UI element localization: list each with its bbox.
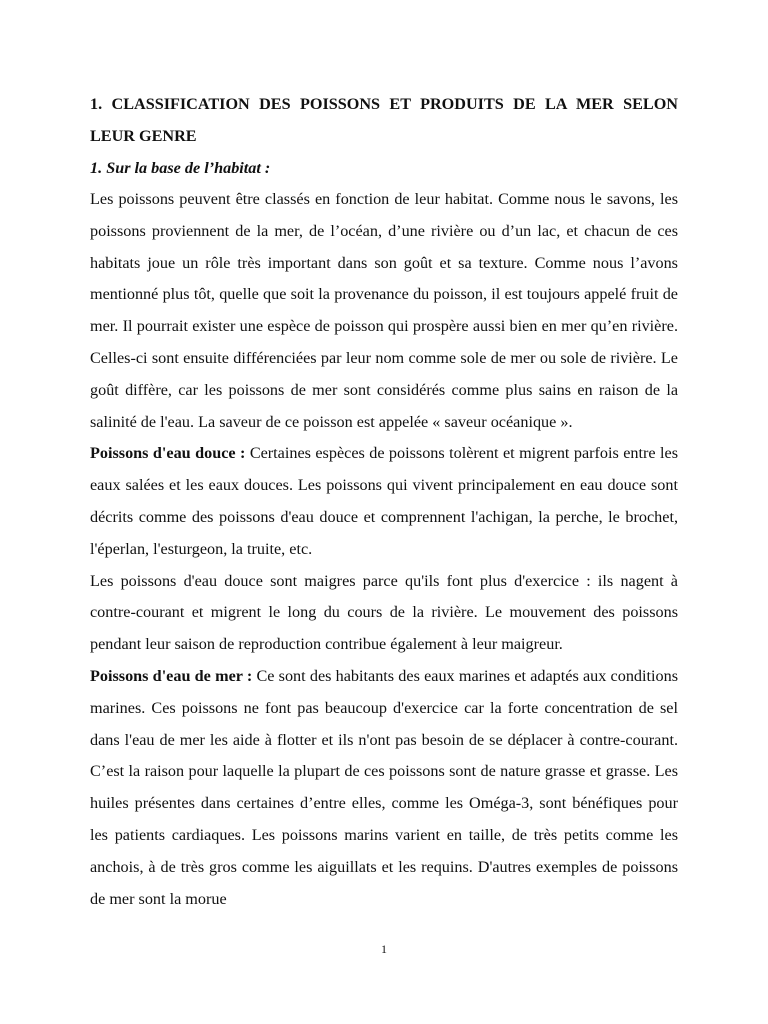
paragraph-freshwater-lean bbox=[90, 566, 678, 661]
paragraph-text: Les poissons d'eau douce sont maigres parce qu'ils font plus d'exercice : ils nagent à contre-courant et migrent le long du cours de la rivière. Le mouvement des poissons pendant leur saison de reproduction contribue également à leur maigreur. bbox=[90, 571, 678, 654]
paragraph-freshwater bbox=[90, 438, 678, 565]
paragraph-saltwater bbox=[90, 661, 678, 915]
page-number: 1 bbox=[381, 942, 387, 956]
paragraph-habitat-intro bbox=[90, 184, 678, 438]
paragraph-text: Certaines espèces de poissons tolèrent et migrent parfois entre les eaux salées et les eaux douces. Les poissons qui vivent principalement en eau douce sont décrits comme des poissons d'eau douce et comprennent l'achigan, la perche, le brochet, l'éperlan, l'esturgeon, la truite, etc. bbox=[90, 444, 678, 558]
paragraph-lead: Poissons d'eau douce : bbox=[90, 444, 246, 463]
paragraph-lead: Poissons d'eau de mer : bbox=[90, 666, 253, 685]
section-heading: 1. Sur la base de l’habitat : bbox=[90, 159, 271, 177]
paragraph-text: Les poissons peuvent être classés en fonction de leur habitat. Comme nous le savons, les poissons proviennent de la mer, de l’océan, d’une rivière ou d’un lac, et chacun de ces habitats joue un rôle très important dans son goût et sa texture. Comme nous l’avons mentionné plus tôt, quelle que soit la provenance du poisson, il est toujours appelé fruit de mer. Il pourrait exister une espèce de poisson qui prospère aussi bien en mer qu’en rivière. Celles-ci sont ensuite différenciées par leur nom comme sole de mer ou sole de rivière. Le goût diffère, car les poissons de mer sont considérés comme plus sains en raison de la salinité de l'eau. La saveur de ce poisson est appelée « saveur océanique ». bbox=[90, 190, 678, 431]
paragraph-text: Ce sont des habitants des eaux marines et adaptés aux conditions marines. Ces poissons ne font pas beaucoup d'exercice car la forte concentration de sel dans l'eau de mer les aide à flotter et ils n'ont pas besoin de se déplacer à contre-courant. C’est la raison pour laquelle la plupart de ces poissons sont de nature grasse et grasse. Les huiles présentes dans certaines d’entre elles, comme les Oméga-3, sont bénéfiques pour les patients cardiaques. Les poissons marins varient en taille, de très petits comme les anchois, à de très gros comme les aiguillats et les requins. D'autres exemples de poissons de mer sont la morue bbox=[90, 666, 678, 908]
document-page bbox=[90, 88, 678, 915]
document-title: 1. CLASSIFICATION DES POISSONS ET PRODUITS DE LA MER SELON LEUR GENRE bbox=[90, 95, 678, 145]
